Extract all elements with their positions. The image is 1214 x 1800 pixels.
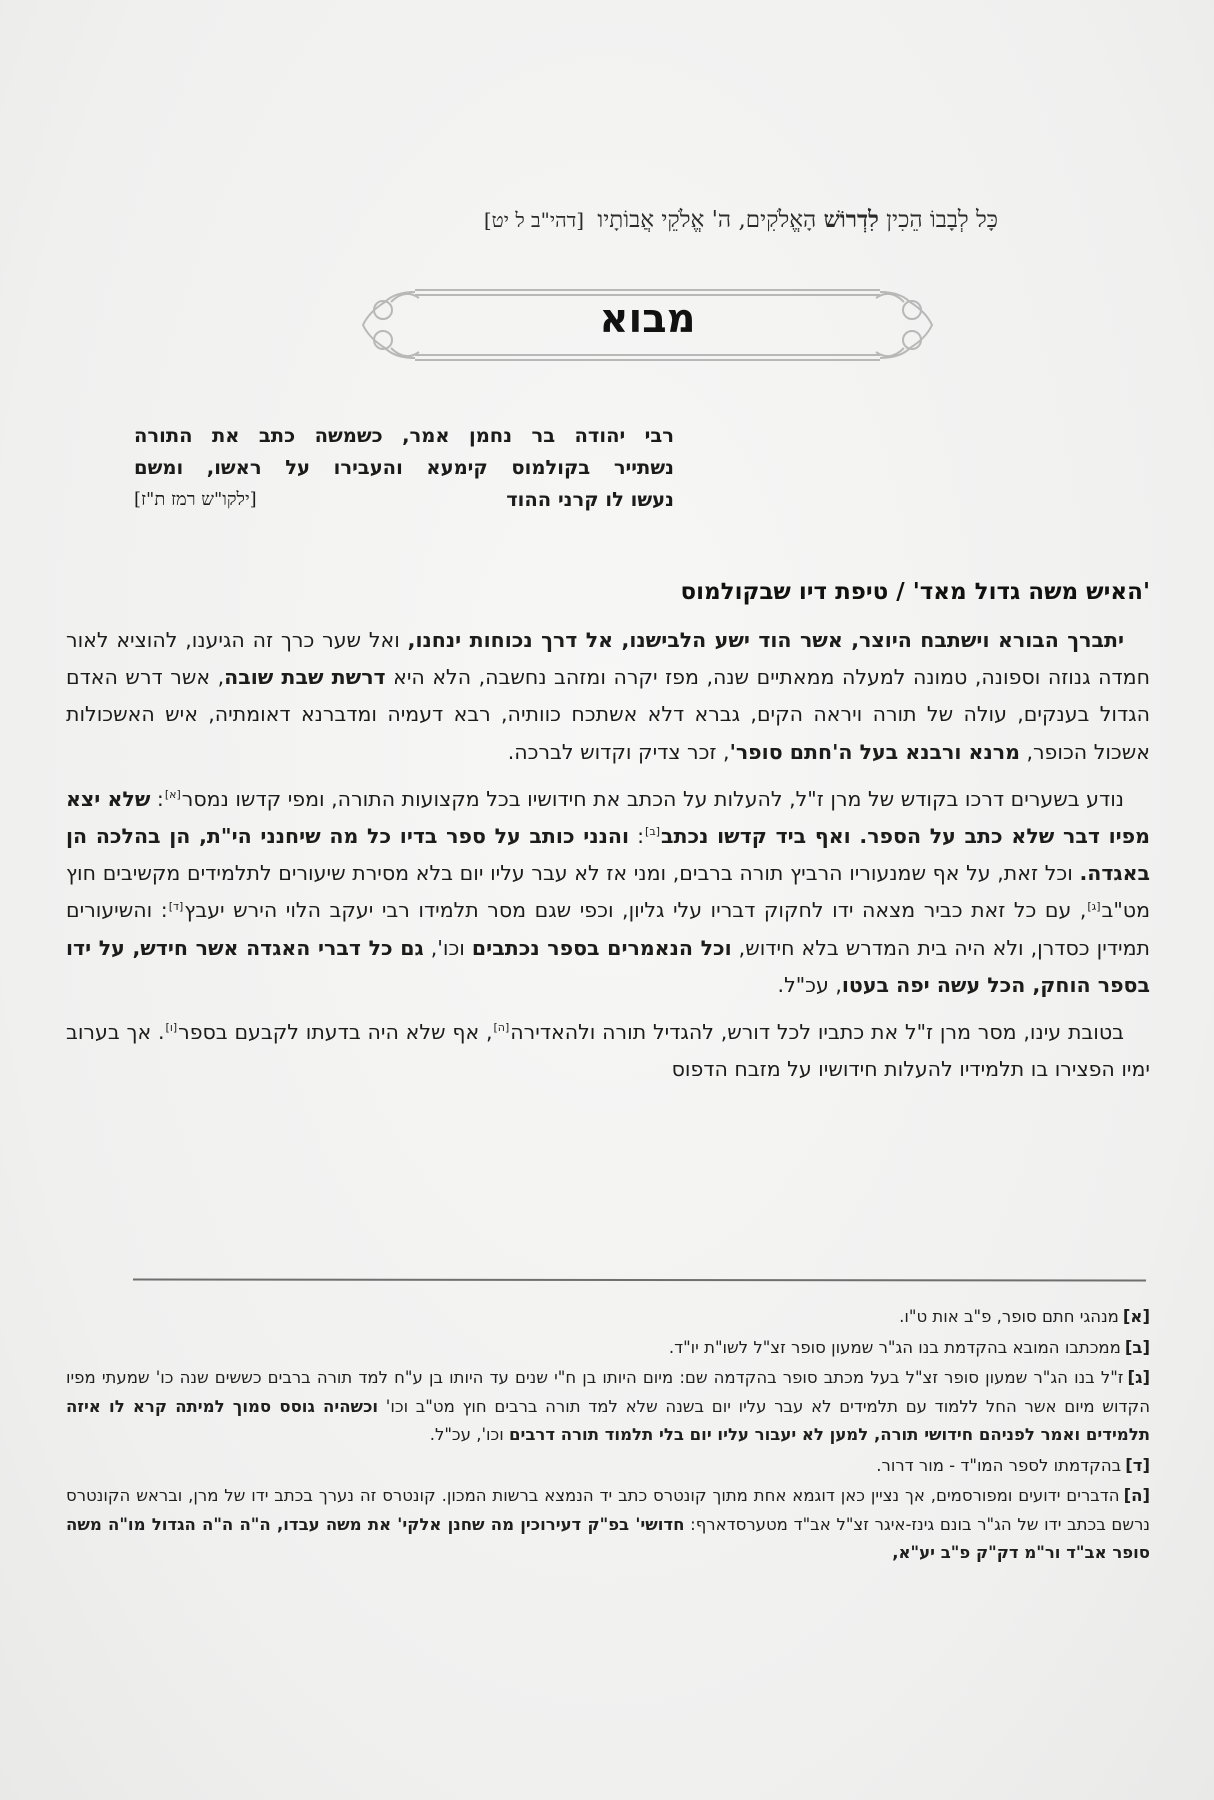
text: מנהגי חתם סופר, פ"ב אות ט"ו. bbox=[899, 1307, 1119, 1326]
footnotes bbox=[66, 1303, 1150, 1570]
text: : bbox=[629, 824, 645, 849]
bold-text: גם כל דברי האגדה אשר חידש, על ידו בספר הוחק, הכל עשה יפה בעטו bbox=[66, 935, 1150, 997]
epigraph-source: [ילקו"ש רמז ת"ז] bbox=[134, 489, 257, 510]
paragraph bbox=[66, 781, 1150, 1004]
text: , אף שלא היה בדעתו לקבעם בספר bbox=[178, 1020, 493, 1045]
text: נודע בשערים דרכו בקודש של מרן ז"ל, להעלות על הכתב את חידושיו בכל מקצועות התורה, ומפי קדשו נמסר bbox=[181, 786, 1124, 811]
verse-source: [דהי"ב ל יט] bbox=[483, 208, 585, 232]
verse-text-bold: לִדְרוֹשׁ bbox=[823, 206, 879, 233]
text: בטובת עינו, מסר מרן ז"ל את כתביו לכל דורש, להגדיל תורה ולהאדירה bbox=[510, 1020, 1124, 1045]
footnote-divider bbox=[133, 1279, 1146, 1282]
opening-verse bbox=[200, 206, 998, 233]
text: ואל שער כרך זה הגיענו, להוציא לאור חמדה גנוזה וספונה, טמונה למעלה ממאתיים שנה, מפז יקרה ומזהב נחשבה, הלא היא bbox=[66, 628, 1150, 690]
text: . אך בערוב ימיו הפצירו בו תלמידיו להעלות חידושיו על מזבח הדפוס bbox=[66, 1020, 1150, 1082]
footnote-label: [ד] bbox=[1125, 1455, 1150, 1475]
title-frame bbox=[355, 282, 940, 368]
text: , עכ"ל. bbox=[777, 972, 842, 997]
bold-text: יתברך הבורא וישתבח היוצר, אשר הוד ישע הלבישנו, אל דרך נכוחות ינחנו, bbox=[407, 628, 1124, 652]
footnote-marker[interactable]: [ג] bbox=[1087, 899, 1101, 913]
footnote bbox=[66, 1482, 1150, 1568]
footnote-label: [ג] bbox=[1127, 1368, 1150, 1387]
text: , אשר דרש האדם הגדול בענקים, עולה של תורה ויראה הקים, גברא דלא אשתכח כוותיה, רבא דעמיה ומדברנא דאומתיה, איש האשכולות אשכול הכופר, bbox=[66, 665, 1150, 764]
text: , עם כל זאת כביר מצאה ידו לחקוק דבריו עלי גליון, וכפי שגם מסר תלמידו רבי יעקב הלוי הירש יעבץ bbox=[184, 898, 1087, 923]
footnote-marker[interactable]: [ב] bbox=[645, 825, 660, 839]
footnote bbox=[66, 1334, 1150, 1363]
epigraph-line: רבי יהודה בר נחמן אמר, כשמשה כתב את התורה bbox=[134, 424, 674, 447]
footnote-marker[interactable]: [ו] bbox=[165, 1021, 178, 1035]
text: ממכתבו המובא בהקדמת בנו הג"ר שמעון סופר זצ"ל לשו"ת יו"ד. bbox=[668, 1337, 1121, 1357]
text: ז"ל בנו הג"ר שמעון סופר זצ"ל בעל מכתב סופר בהקדמה שם: מיום היותו בן ח"י שנים עד היותו בן ע"ח למד תורה ברבים כששים שנה כו' שמעתי מפיו הקדוש מיום אשר החל ללמוד עם תלמידים לא עבר עליו יום בשנה שלא למד תורה ברבים חוץ מט"ב וכו' bbox=[66, 1368, 1150, 1416]
text: , זכר צדיק וקדוש לברכה. bbox=[507, 739, 730, 764]
bold-text: והנני כותב על ספר בדיו כל מה שיחנני הי"ת, הן בהלכה הן באגדה. bbox=[66, 824, 1150, 886]
text: וכו', bbox=[423, 935, 472, 960]
text: : bbox=[150, 786, 164, 811]
text: הדברים ידועים ומפורסמים, אך נציין כאן דוגמא אחת מתוך קונטרס כתב יד הנמצא ברשות המכון. קונטרס זה נערך בכתב ידו של מרן, ובראש הקונטרס נרשם בכתב ידו של הג"ר בונם גינז-איגר זצ"ל אב"ד מטערסדארף: bbox=[66, 1486, 1150, 1534]
verse-text-end: הָאֱלֹקִים, ה' אֱלֹקֵי אֲבוֹתָיו bbox=[597, 207, 824, 233]
epigraph-last-line bbox=[134, 484, 674, 516]
verse-text-start: כָּל לְבָבוֹ הֵכִין bbox=[878, 207, 998, 233]
epigraph bbox=[134, 420, 674, 516]
footnote-marker[interactable]: [א] bbox=[164, 787, 181, 801]
bold-text: וכשהיה גוסס סמוך למיתה קרא לו איזה תלמידים ואמר לפניהם חידושי תורה, למען לא יעבור עליו יום בלי תלמוד תורה דרבים bbox=[66, 1396, 1150, 1444]
text: : והשיעורים תמידין כסדרן, ולא היה בית המדרש בלא חידוש, bbox=[66, 898, 1151, 960]
paragraph bbox=[66, 622, 1150, 771]
chapter-title: מבוא bbox=[599, 296, 696, 342]
epigraph-line: נשתייר בקולמוס קימעא והעבירו על ראשו, ומשם bbox=[134, 456, 674, 479]
footnote bbox=[66, 1452, 1150, 1481]
bold-text: דרשת שבת שובה bbox=[224, 665, 386, 690]
main-text bbox=[66, 622, 1150, 1098]
bold-text: חדושי' בפ"ק דעירוכין מה שחנן אלקי' את משה עבדו, ה"ה ה"ה הגדול מו"ה משה סופר אב"ד ור"מ דק"ק פ"ב יע"א, bbox=[66, 1514, 1150, 1562]
bold-text: וכל הנאמרים בספר נכתבים bbox=[471, 935, 732, 960]
footnote bbox=[66, 1364, 1150, 1450]
footnote bbox=[66, 1303, 1150, 1332]
bold-text: מרנא ורבנא בעל ה'חתם סופר' bbox=[729, 739, 1020, 764]
footnote-label: [ה] bbox=[1123, 1486, 1150, 1505]
footnote-marker[interactable]: [ד] bbox=[168, 899, 184, 913]
text: וכל זאת, על אף שמנעוריו הרביץ תורה ברבים, ומני אז לא עבר עליו יום בלא מסירת שיעורים לתלמידים מקשיבים חוץ מט"ב bbox=[66, 861, 1150, 923]
section-heading: 'האיש משה גדול מאד' / טיפת דיו שבקולמוס bbox=[680, 579, 1150, 605]
epigraph-line: נעשו לו קרני ההוד bbox=[506, 488, 674, 511]
footnote-marker[interactable]: [ה] bbox=[493, 1021, 510, 1035]
text: וכו', עכ"ל. bbox=[429, 1425, 509, 1444]
bold-text: שלא יצא מפיו דבר שלא כתב על הספר. ואף ביד קדשו נכתב bbox=[66, 786, 1150, 849]
text: בהקדמתו לספר המו"ד - מור דרור. bbox=[876, 1455, 1122, 1475]
footnote-label: [ב] bbox=[1124, 1337, 1150, 1357]
paragraph bbox=[66, 1014, 1150, 1088]
footnote-label: [א] bbox=[1122, 1307, 1150, 1326]
